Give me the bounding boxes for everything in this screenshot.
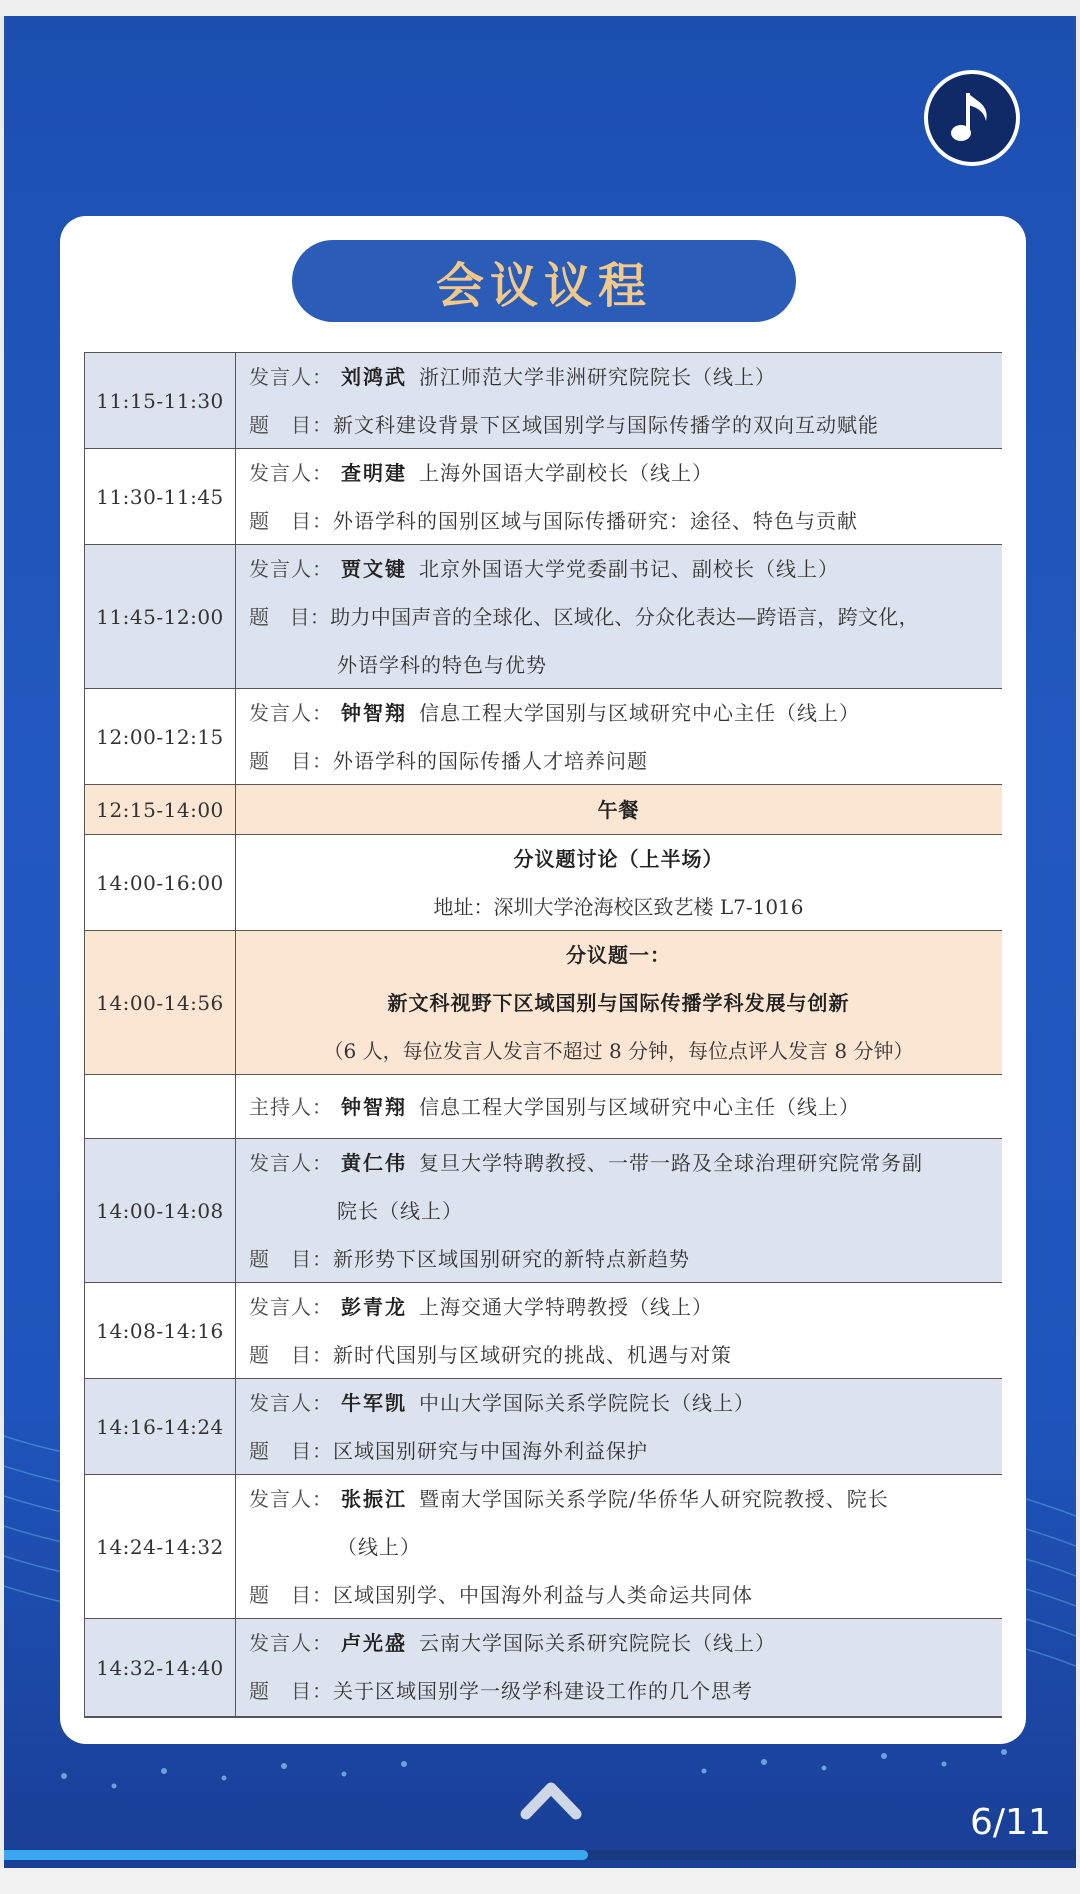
speaker-affiliation: 云南大学国际关系研究院院长（线上）: [419, 1631, 776, 1655]
topic-label: 题 目：: [249, 1343, 333, 1367]
time-cell: 11:15-11:30: [84, 353, 236, 448]
content-cell: [235, 1475, 1002, 1618]
session-title: 分议题讨论（上半场）: [513, 847, 724, 871]
content-cell: [235, 545, 1002, 688]
time-cell: 14:32-14:40: [84, 1619, 236, 1716]
speaker-name: 查明建: [341, 461, 407, 485]
topic-line: [249, 401, 879, 449]
speaker-name: 彭青龙: [341, 1295, 407, 1319]
speaker-name: 黄仁伟: [341, 1151, 407, 1175]
speaker-label: 发言人：: [249, 1631, 333, 1655]
agenda-row: [84, 544, 1002, 688]
speaker-label: 发言人：: [249, 461, 333, 485]
agenda-row: [84, 1138, 1002, 1282]
content-cell: [235, 931, 1002, 1074]
speaker-name: 牛军凯: [341, 1391, 407, 1415]
host-label: 主持人：: [249, 1095, 333, 1119]
speaker-affiliation: 中山大学国际关系学院院长（线上）: [419, 1391, 755, 1415]
speaker-line: [249, 1619, 776, 1667]
topic-line: [249, 497, 858, 545]
subtopic-heading: 分议题一：: [566, 943, 671, 967]
topic-label: 题 目：: [249, 509, 333, 533]
host-name: 钟智翔: [341, 1095, 407, 1119]
topic-label: 题 目：: [249, 1247, 333, 1271]
topic-label: 题 目：: [249, 1583, 333, 1607]
host-line: [249, 1083, 860, 1131]
time-cell: 14:00-14:56: [84, 931, 236, 1074]
agenda-row-subtopic: [84, 930, 1002, 1074]
time-cell: 14:24-14:32: [84, 1475, 236, 1618]
time-cell: 12:00-12:15: [84, 689, 236, 784]
speaker-line: [249, 1475, 889, 1523]
content-cell: [235, 689, 1002, 784]
speaker-line: [249, 689, 860, 737]
topic-line: [249, 593, 919, 641]
agenda-row: [84, 688, 1002, 784]
topic-text: 区域国别研究与中国海外利益保护: [333, 1439, 648, 1463]
table-bottom-border: [84, 1716, 1002, 1718]
speaker-label: 发言人：: [249, 701, 333, 725]
topic-text: 区域国别学、中国海外利益与人类命运共同体: [333, 1583, 753, 1607]
topic-line: [249, 1331, 732, 1379]
page-indicator: 6/11: [970, 1802, 1051, 1843]
topic-text: 新形势下区域国别研究的新特点新趋势: [333, 1247, 690, 1271]
speaker-line: [249, 545, 839, 593]
speaker-name: 刘鸿武: [341, 365, 407, 389]
time-cell: 14:00-16:00: [84, 835, 236, 930]
agenda-card: [60, 216, 1026, 1744]
agenda-row: [84, 352, 1002, 448]
progress-track: [4, 1850, 1076, 1860]
speaker-line: [249, 353, 776, 401]
chevron-up-icon[interactable]: [520, 1776, 582, 1820]
topic-text: 新文科建设背景下区域国别学与国际传播学的双向互动赋能: [333, 413, 879, 437]
topic-label: 题 目：: [249, 1679, 333, 1703]
agenda-row-host: [84, 1074, 1002, 1138]
speaker-line: [249, 449, 713, 497]
speaker-affiliation: 信息工程大学国别与区域研究中心主任（线上）: [419, 701, 860, 725]
topic-line: [249, 1427, 648, 1475]
lunch-label: 午餐: [597, 798, 640, 822]
agenda-row: [84, 1474, 1002, 1618]
agenda-row-lunch: [84, 784, 1002, 834]
topic-continuation: 外语学科的特色与优势: [337, 653, 547, 677]
speaker-line: [249, 1139, 923, 1187]
bottom-strip: [0, 1868, 1080, 1894]
time-cell: 14:16-14:24: [84, 1379, 236, 1474]
topic-label: 题 目：: [249, 1439, 333, 1463]
topic-line: [249, 1667, 753, 1715]
topic-line: [249, 737, 648, 785]
content-cell: [235, 1139, 1002, 1282]
subtopic-title: 新文科视野下区域国别与国际传播学科发展与创新: [387, 991, 850, 1015]
topic-line: [249, 1235, 690, 1283]
agenda-row-session: [84, 834, 1002, 930]
agenda-title: 会议议程: [435, 257, 652, 314]
agenda-table: [84, 352, 1002, 1718]
speaker-affiliation: 浙江师范大学非洲研究院院长（线上）: [419, 365, 776, 389]
speaker-affiliation: 上海交通大学特聘教授（线上）: [419, 1295, 713, 1319]
speaker-label: 发言人：: [249, 1487, 333, 1511]
agenda-row: [84, 448, 1002, 544]
speaker-label: 发言人：: [249, 1295, 333, 1319]
speaker-line: [249, 1283, 713, 1331]
speaker-name: 钟智翔: [341, 701, 407, 725]
speaker-label: 发言人：: [249, 1151, 333, 1175]
time-cell: 11:45-12:00: [84, 545, 236, 688]
subtopic-note: （6 人，每位发言人发言不超过 8 分钟，每位点评人发言 8 分钟）: [323, 1039, 914, 1063]
slide-background: [4, 16, 1076, 1868]
speaker-affiliation: 北京外国语大学党委副书记、副校长（线上）: [419, 557, 839, 581]
content-cell: [235, 1075, 1002, 1138]
progress-bar: [4, 1850, 588, 1860]
content-cell: [235, 353, 1002, 448]
content-cell: [235, 835, 1002, 930]
speaker-name: 张振江: [341, 1487, 407, 1511]
speaker-continuation: 院长（线上）: [337, 1199, 463, 1223]
time-cell: 14:00-14:08: [84, 1139, 236, 1282]
host-affiliation: 信息工程大学国别与区域研究中心主任（线上）: [419, 1095, 860, 1119]
music-note-icon: [950, 89, 994, 147]
topic-line: [249, 1571, 753, 1619]
speaker-affiliation: 暨南大学国际关系学院/华侨华人研究院教授、院长: [419, 1487, 889, 1511]
agenda-row: [84, 1378, 1002, 1474]
speaker-line: [249, 1379, 755, 1427]
session-location: 地址：深圳大学沧海校区致艺楼 L7-1016: [433, 895, 804, 919]
topic-text: 外语学科的国际传播人才培养问题: [333, 749, 648, 773]
speaker-continuation: （线上）: [337, 1535, 421, 1559]
content-cell: [235, 1379, 1002, 1474]
time-cell: 12:15-14:00: [84, 785, 236, 834]
topic-text: 外语学科的国别区域与国际传播研究：途径、特色与贡献: [333, 509, 858, 533]
topic-text: 助力中国声音的全球化、区域化、分众化表达—跨语言，跨文化，: [330, 605, 919, 629]
time-cell: 11:30-11:45: [84, 449, 236, 544]
agenda-row: [84, 1282, 1002, 1378]
speaker-label: 发言人：: [249, 1391, 333, 1415]
content-cell: [235, 1283, 1002, 1378]
speaker-affiliation: 复旦大学特聘教授、一带一路及全球治理研究院常务副: [419, 1151, 923, 1175]
content-cell: [235, 785, 1002, 834]
time-cell: [84, 1075, 236, 1138]
topic-label: 题 目：: [249, 749, 333, 773]
music-button[interactable]: [924, 70, 1020, 166]
agenda-row: [84, 1618, 1002, 1716]
topic-label: 题 目：: [249, 413, 333, 437]
content-cell: [235, 1619, 1002, 1716]
speaker-label: 发言人：: [249, 365, 333, 389]
topic-label: 题 目：: [249, 605, 331, 629]
topic-text: 新时代国别与区域研究的挑战、机遇与对策: [333, 1343, 732, 1367]
content-cell: [235, 449, 1002, 544]
agenda-title-pill: [292, 240, 796, 322]
top-strip: [0, 0, 1080, 16]
speaker-name: 贾文键: [341, 557, 407, 581]
speaker-affiliation: 上海外国语大学副校长（线上）: [419, 461, 713, 485]
speaker-label: 发言人：: [249, 557, 333, 581]
time-cell: 14:08-14:16: [84, 1283, 236, 1378]
topic-text: 关于区域国别学一级学科建设工作的几个思考: [333, 1679, 753, 1703]
speaker-name: 卢光盛: [341, 1631, 407, 1655]
